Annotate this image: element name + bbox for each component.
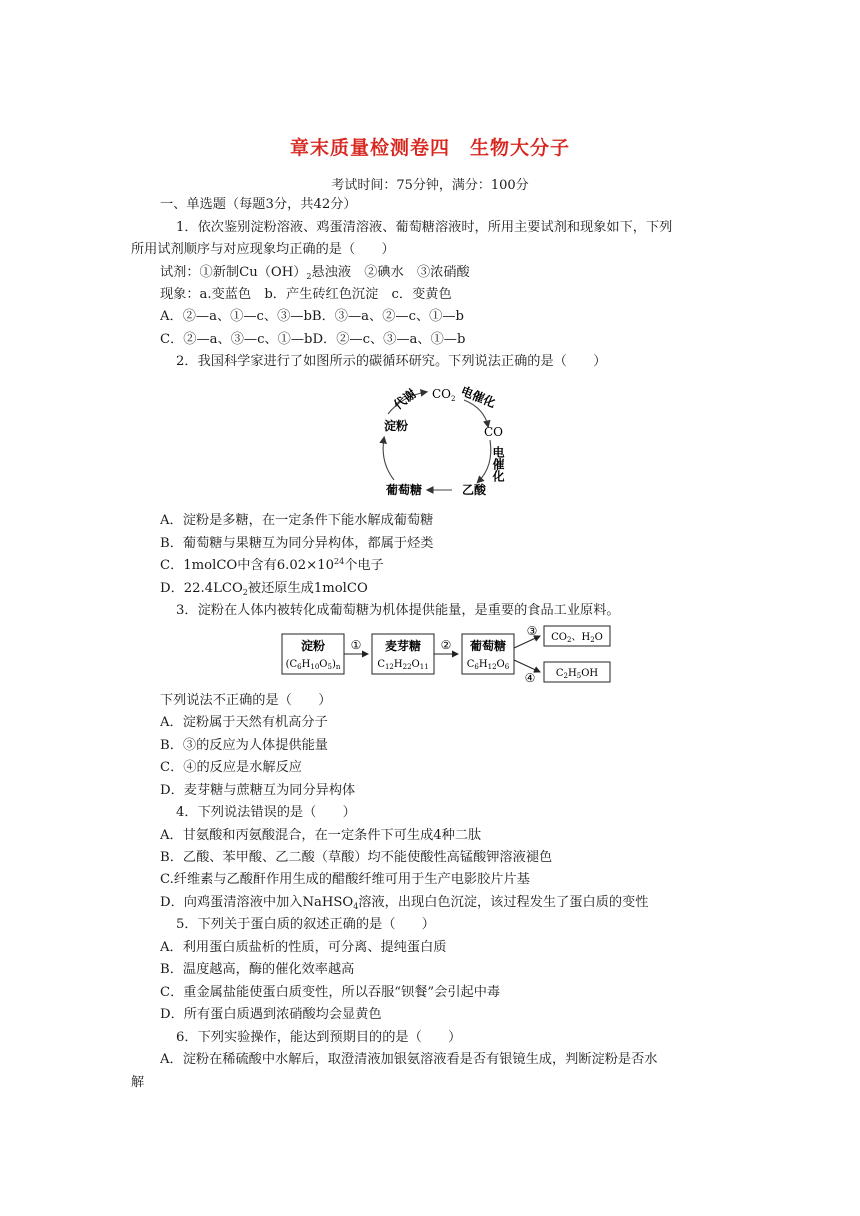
q4-option-d: D．向鸡蛋清溶液中加入NaHSO$_4$溶液，出现白色沉淀，该过程发生了蛋白质的变性: [160, 895, 649, 911]
product4-label: $C_2H_5OH$: [555, 668, 599, 680]
carbon-cycle-diagram: [360, 378, 520, 508]
q1-phenomena: 现象：a.变蓝色 b．产生砖红色沉淀 c．变黄色: [160, 287, 452, 302]
electrocatalysis-label-1: 电催化: [458, 383, 498, 411]
q6-option-a-line1: A．淀粉在稀硫酸中水解后，取澄清液加银氨溶液看是否有银镜生成，判断淀粉是否水: [160, 1052, 658, 1067]
box3-name: 葡萄糖: [469, 639, 507, 653]
box1-name: 淀粉: [300, 639, 326, 653]
step4-label: ④: [524, 671, 536, 685]
q1-stem-line1: 1．依次鉴别淀粉溶液、鸡蛋清溶液、葡萄糖溶液时，所用主要试剂和现象如下，下列: [176, 220, 673, 235]
q2-option-c: C．1molCO中含有$6.02\times 10^{24}$个电子: [160, 557, 384, 573]
q6-stem: 6．下列实验操作，能达到预期目的的是（ ）: [176, 1030, 462, 1045]
q4-option-a: A．甘氨酸和丙氨酸混合，在一定条件下可生成4种二肽: [160, 828, 482, 843]
q2-option-b: B．葡萄糖与果糖互为同分异构体，都属于烃类: [160, 536, 434, 551]
box2-formula: $C_{12}H_{22}O_{11}$: [377, 659, 429, 671]
box2-name: 麦芽糖: [384, 639, 422, 653]
step2-label: ②: [440, 638, 452, 652]
q3-option-a: A．淀粉属于天然有机高分子: [160, 715, 328, 730]
q1-options-line1: A．②—a、①—c、③—bB．③—a、②—c、①—b: [160, 309, 464, 324]
q5-option-b: B．温度越高，酶的催化效率越高: [160, 962, 355, 977]
q2-stem: 2．我国科学家进行了如图所示的碳循环研究。下列说法正确的是（ ）: [176, 354, 607, 369]
acetic-acid-label: 乙酸: [462, 483, 487, 497]
product3-label: $CO_2$、$H_2O$: [551, 632, 603, 644]
q4-option-c: C.纤维素与乙酸酐作用生成的醋酸纤维可用于生产电影胶片片基: [160, 872, 530, 887]
q2-option-d: D．$22.4LCO_2$被还原生成1molCO: [160, 581, 368, 597]
starch-conversion-flowchart: [278, 624, 618, 686]
q6-option-a-line2: 解: [131, 1075, 145, 1090]
exam-info: 考试时间：75分钟，满分：100分: [331, 178, 529, 193]
co2-label: $CO_2$: [432, 387, 456, 403]
q4-stem: 4．下列说法错误的是（ ）: [176, 805, 356, 820]
q2-option-a: A．淀粉是多糖，在一定条件下能水解成葡萄糖: [160, 513, 434, 528]
q3-stem: 3．淀粉在人体内被转化成葡萄糖为机体提供能量，是重要的食品工业原料。: [176, 603, 620, 618]
co-label: CO: [484, 425, 504, 439]
starch-label: 淀粉: [384, 419, 409, 433]
q3-option-d: D．麦芽糖与蔗糖互为同分异构体: [160, 783, 356, 798]
q5-option-c: C．重金属盐能使蛋白质变性，所以吞服“钡餐”会引起中毒: [160, 985, 501, 1000]
q5-option-d: D．所有蛋白质遇到浓硝酸均会显黄色: [160, 1007, 382, 1022]
section-heading: 一、单选题（每题3分，共42分）: [160, 197, 357, 212]
q1-stem-line2: 所用试剂顺序与对应现象均正确的是（ ）: [131, 242, 395, 257]
page-title: 章末质量检测卷四 生物大分子: [289, 137, 570, 159]
q1-options-line2: C．②—a、③—c、①—bD．②—c、③—a、①—b: [160, 332, 466, 347]
metabolism-label: 代谢: [391, 386, 419, 413]
glucose-label: 葡萄糖: [386, 483, 423, 497]
box3-formula: $C_6H_{12}O_6$: [466, 659, 510, 671]
q3-option-c: C．④的反应是水解反应: [160, 760, 302, 775]
q4-option-b: B．乙酸、苯甲酸、乙二酸（草酸）均不能使酸性高锰酸钾溶液褪色: [160, 850, 553, 865]
step1-label: ①: [350, 638, 362, 652]
q5-stem: 5．下列关于蛋白质的叙述正确的是（ ）: [176, 917, 435, 932]
q3-question: 下列说法不正确的是（ ）: [160, 693, 332, 708]
q5-option-a: A．利用蛋白质盐析的性质，可分离、提纯蛋白质: [160, 940, 447, 955]
q3-option-b: B．③的反应为人体提供能量: [160, 738, 328, 753]
electrocatalysis-label-2: 电催化: [491, 446, 505, 482]
q1-reagents: 试剂：①新制$Cu(OH)_2$悬浊液 ②碘水 ③浓硝酸: [160, 265, 470, 281]
step3-label: ③: [526, 624, 538, 638]
box1-formula: $(C_6H_{10}O_5)_n$: [285, 659, 341, 671]
